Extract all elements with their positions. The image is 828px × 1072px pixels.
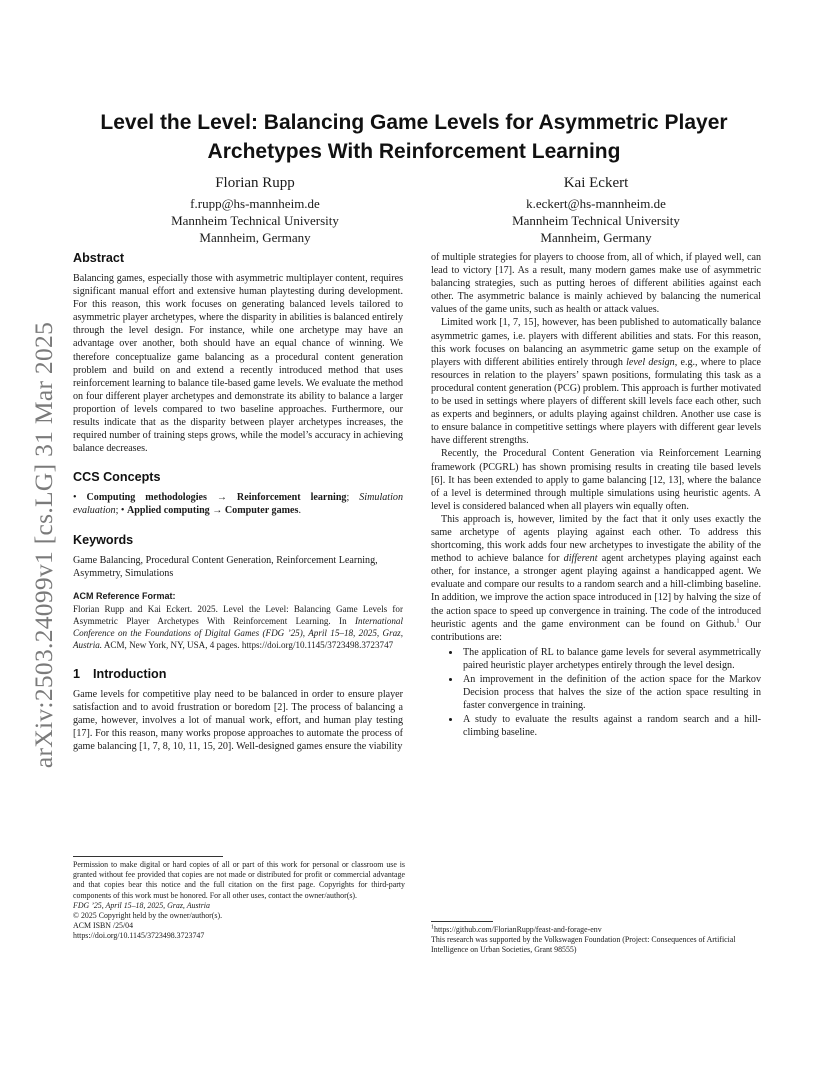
keywords-text: Game Balancing, Procedural Content Generation, Reinforcement Learning, Asymmetry, Simulations — [73, 554, 378, 579]
right-column — [431, 251, 761, 740]
introduction-heading: 1 Introduction — [73, 666, 167, 681]
left-column — [73, 250, 403, 753]
contributions-list — [431, 646, 761, 740]
author-name: Kai Eckert — [563, 175, 629, 191]
author-email: k.eckert@hs-mannheim.de — [526, 196, 666, 211]
footnote-marker: 1 — [736, 618, 740, 625]
arxiv-stamp — [14, 300, 74, 790]
author-block-1 — [105, 174, 405, 246]
abstract-text: Balancing games, especially those with asymmetric multiplayer content, requires significant manual effort and extensive human playtesting during development. For this reason, this work focuses on generating balanced levels tailored to asymmetric player archetypes, where the disparity in abilities is balanced entirely through the level design. For instance, while one archetype may have an advantage over another, both should have an equal chance of winning. We therefore conceptualize game balancing as a procedural content generation problem and build on and extend a recently introduced method that uses reinforcement learning to balance tile-based game levels. We evaluate the method on four different player archetypes and demonstrate its ability to balance a larger proportion of levels compared to two baseline approaches. Furthermore, our results indicate that as the disparity between player archetypes increases, the required number of training steps grows, while the model’s accuracy in achieving balance decreases. — [73, 273, 403, 455]
list-item: • The application of RL to balance game levels for several asymmetrically paired heuristic player archetypes entirely through the level design. — [461, 646, 761, 672]
abstract-heading: Abstract — [73, 251, 125, 265]
author-block-2 — [446, 174, 746, 246]
permission-doi: https://doi.org/10.1145/3723498.3723747 — [73, 931, 205, 941]
keywords-section — [73, 532, 403, 580]
permission-isbn: ACM ISBN /25/04 — [73, 921, 134, 931]
reference-format-text: Florian Rupp and Kai Eckert. 2025. Level the Level: Balancing Game Levels for Asymmetric Player Archetypes With Reinforcement Learning. In International Conference on the Foundations of Digital Games (FDG ’25), April 15–18, 2025, Graz, Austria. ACM, New York, NY, USA, 4 pages. https://doi.org/10.1145/3723498.3723747 — [73, 603, 403, 651]
author-location: Mannheim, Germany — [540, 230, 652, 245]
permission-venue: FDG ’25, April 15–18, 2025, Graz, Austria — [73, 900, 210, 910]
author-affiliation: Mannheim Technical University — [171, 213, 339, 228]
author-affiliation: Mannheim Technical University — [512, 213, 680, 228]
intro-paragraph-1: Game levels for competitive play need to be balanced in order to ensure player satisfaction and to avoid frustration or boredom [2]. The process of balancing a game, however, involves a lot of manual work, effort, and human play testing [17]. For this reason, many works propose approaches to automate the process of game balancing [1, 7, 8, 10, 11, 15, 20]. Well-designed games ensure the viability — [73, 688, 403, 752]
permission-block — [73, 860, 405, 942]
author-name: Florian Rupp — [215, 175, 295, 191]
ccs-heading: CCS Concepts — [73, 470, 161, 485]
list-item: • An improvement in the definition of the action space for the Markov Decision process that halves the size of the action space resulting in faster convergence in training. — [461, 673, 761, 712]
reference-format-heading: ACM Reference Format: — [73, 590, 176, 601]
permission-copyright: © 2025 Copyright held by the owner/author(s). — [73, 911, 223, 921]
paper-title: Level the Level: Balancing Game Levels for Asymmetric Player Archetypes With Reinforcement Learning — [100, 111, 728, 163]
ccs-section — [73, 469, 403, 517]
intro-paragraph-1-continued: of multiple strategies for players to choose from, all of which, if played well, can lead to victory [17]. As a result, many modern games make use of asymmetric balancing strategies, such as putting heroes of different abilities against each other. The asymmetric balance is mainly achieved by balancing the numerical values of the game units, such as health or attack values. — [431, 252, 761, 316]
author-email: f.rupp@hs-mannheim.de — [190, 196, 320, 211]
reference-format — [73, 590, 403, 652]
arxiv-stamp-text: arXiv:2503.24099v1 [cs.LG] 31 Mar 2025 — [29, 321, 58, 769]
abstract-section — [73, 250, 403, 455]
footnote-rule-right — [431, 921, 493, 922]
intro-paragraph-2: Limited work [1, 7, 15], however, has been published to automatically balance asymmetric games, i.e. players with different abilities and stats. For this reason, this work focuses on balancing an asymmetric game setup on the example of players with different abilities entirely through level design, e.g., where to place resources in relation to the players’ spawn positions, formulating this task as a procedural content generation (PCG) problem. This approach is further motivated to be used in settings where players of different skill levels face each other, such as experts and beginners, or adults playing against children. Another use case is to ensure balance in competitive settings where players with different gear levels have different strengths. — [431, 317, 762, 447]
list-item: • A study to evaluate the results against a random search and a hill-climbing baseline. — [461, 713, 761, 739]
funding-note: This research was supported by the Volkswagen Foundation (Project: Consequences of Artificial Intelligence on Urban Societies, Grant 98555) — [431, 935, 736, 955]
author-location: Mannheim, Germany — [199, 230, 311, 245]
intro-paragraph-3: Recently, the Procedural Content Generation via Reinforcement Learning framework (PCGRL) has shown promising results in creating tile based levels [6]. It has been extended to apply to game balancing [12, 13], where the balance of a level is determined through multiple simulations using heuristic agents. A level is considered balanced when all players win equally often. — [431, 448, 761, 512]
permission-text: Permission to make digital or hard copies of all or part of this work for personal or classroom use is granted without fee provided that copies are not made or distributed for profit or commercial advantage and that copies bear this notice and the full citation on the first page. Copyrights for third-party components of this work must be honored. For all other uses, contact the owner/author(s). — [73, 860, 405, 900]
footnote-rule-left — [73, 856, 223, 857]
footnotes-block — [431, 925, 763, 956]
footnote-1: $^1$https://github.com/FlorianRupp/feast-and-forage-env — [431, 924, 602, 934]
ccs-text: • Computing methodologies → Reinforcement learning; Simulation evaluation; • Applied computing → Computer games. — [73, 492, 403, 517]
intro-paragraph-4: This approach is, however, limited by the fact that it only uses exactly the same archetype of agents playing against each other. To address this shortcoming, this work adds four new archetypes to investigate the ability of the method to achieve balance for different agent archetypes playing against each other, for instance, a stronger agent playing against a handicapped agent. We evaluate and compare our results to a random search and a hill-climbing baseline. In addition, we improve the action space introduced in [12] by halving the size of the action space to speed up convergence in training. The code of the introduced heuristic agents and the game environment can be found on Github.$^1$ Our contributions are: — [431, 513, 761, 643]
introduction-section — [73, 666, 403, 753]
keywords-heading: Keywords — [73, 532, 134, 547]
